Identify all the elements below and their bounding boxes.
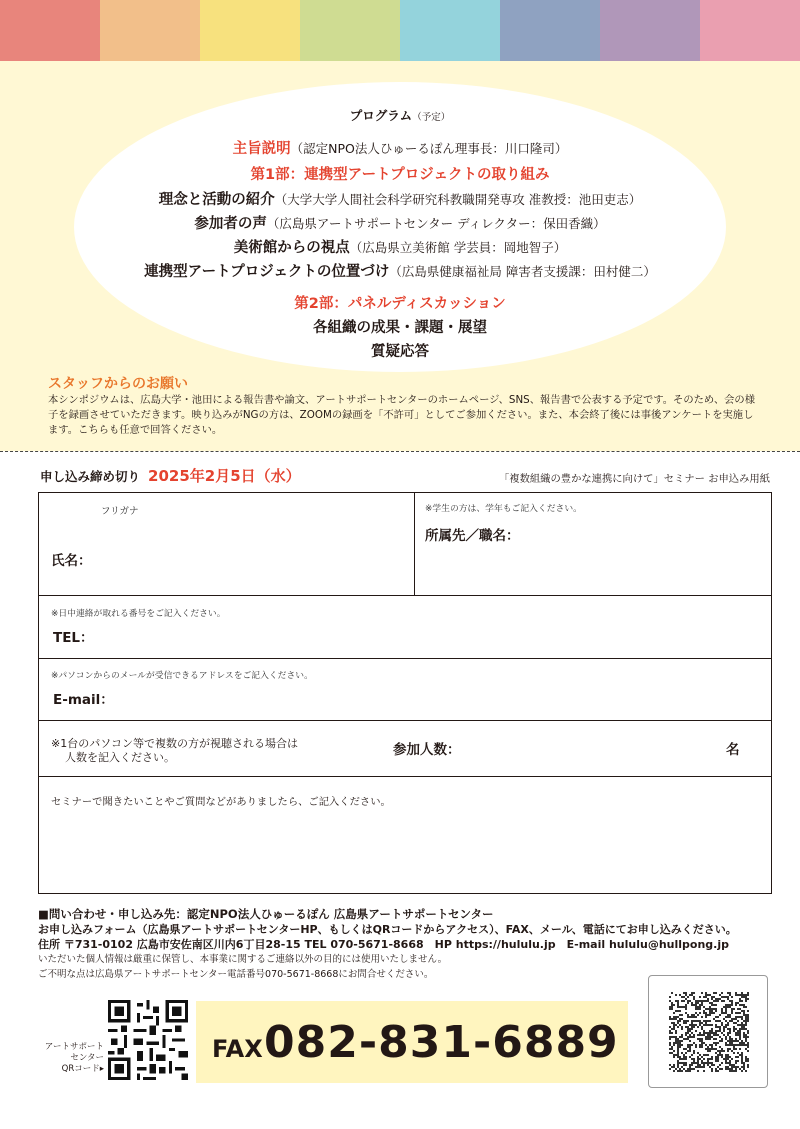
stripe bbox=[200, 0, 300, 61]
contact-heading: ■問い合わせ・申し込み先：認定NPO法人ひゅーるぽん 広島県アートサポートセンター bbox=[38, 907, 494, 921]
tel-row bbox=[39, 596, 771, 659]
part1-heading: 第1部：連携型アートプロジェクトの取り組み bbox=[250, 167, 550, 183]
attendees-row bbox=[39, 721, 771, 777]
contact-method: お申し込みフォーム（広島県アートサポートセンターHP、もしくはQRコードからアクセス）、FAX、メール、電話にてお申し込みください。 bbox=[38, 923, 737, 936]
deadline bbox=[40, 465, 301, 486]
fax-number[interactable]: 082-831-6889 bbox=[264, 1017, 619, 1068]
application-form bbox=[38, 492, 772, 894]
stripe bbox=[500, 0, 600, 61]
tel-field[interactable]: TEL： bbox=[53, 630, 94, 646]
inquiry-note: ご不明な点は広島県アートサポートセンター電話番号070-5671-8668にお問合せください。 bbox=[38, 969, 434, 980]
stripe bbox=[700, 0, 800, 61]
panel-item: 各組織の成果・課題・展望 bbox=[313, 320, 487, 336]
part2-heading: 第2部：パネルディスカッション bbox=[294, 296, 506, 312]
privacy-note: いただいた個人情報は厳重に保管し、本事業に関するご連絡以外の目的には使用いたしません。 bbox=[38, 954, 448, 965]
talk-item: 参加者の声（広島県アートサポートセンター ディレクター：保田香織） bbox=[194, 216, 606, 232]
cut-line bbox=[0, 451, 800, 452]
staff-text: 本シンポジウムは、広島大学・池田による報告書や論文、アートサポートセンターのホームページ、SNS、報告書で公表する予定です。そのため、会の様子を録画させていただきます。映り込みがNGの方は、ZOOMの録画を「不許可」としてご参加ください。また、本会終了後には事後アンケートを実施します。こちらも任意で回答ください。 bbox=[48, 394, 756, 436]
questions-field[interactable]: セミナーで聞きたいことやご質問などがありましたら、ご記入ください。 bbox=[51, 796, 391, 808]
opening-heading: 主旨説明 bbox=[232, 141, 291, 157]
fax-label: FAX bbox=[212, 1035, 263, 1063]
stripe bbox=[300, 0, 400, 61]
attendees-unit: 名 bbox=[726, 742, 740, 758]
name-field[interactable]: 氏名： bbox=[51, 553, 92, 569]
attendees-field[interactable]: 参加人数： bbox=[393, 742, 461, 758]
qr-code-icon[interactable] bbox=[108, 1000, 188, 1080]
talk-item: 連携型アートプロジェクトの位置づけ（広島県健康福祉局 障害者支援課：田村健二） bbox=[144, 264, 656, 280]
qr-code-icon[interactable] bbox=[669, 992, 749, 1072]
stripe bbox=[600, 0, 700, 61]
tel-note: ※日中連絡が取れる番号をご記入ください。 bbox=[51, 609, 226, 619]
fax-box bbox=[196, 1001, 628, 1083]
form-title: 「複数組織の豊かな連携に向けて」セミナー お申込み用紙 bbox=[499, 473, 770, 485]
student-note: ※学生の方は、学年もご記入ください。 bbox=[425, 504, 582, 514]
contact-info bbox=[38, 907, 778, 982]
program-title: プログラム（予定） bbox=[349, 108, 451, 123]
stripe bbox=[100, 0, 200, 61]
form-qr-box bbox=[648, 975, 768, 1088]
color-stripes bbox=[0, 0, 800, 61]
stripe bbox=[0, 0, 100, 61]
divider bbox=[414, 493, 415, 595]
talk-item: 美術館からの視点（広島県立美術館 学芸員：岡地智子） bbox=[233, 240, 567, 256]
multi-viewer-note-2: 人数を記入ください。 bbox=[65, 751, 175, 764]
email-row bbox=[39, 659, 771, 721]
name-row bbox=[39, 493, 771, 596]
email-note: ※パソコンからのメールが受信できるアドレスをご記入ください。 bbox=[51, 671, 313, 681]
deadline-label: 申し込み締め切り bbox=[40, 469, 141, 484]
qr-label: アートサポート センター QRコード▸ bbox=[44, 1042, 104, 1074]
staff-heading: スタッフからのお願い bbox=[48, 376, 188, 392]
program-opening bbox=[74, 137, 726, 158]
opening-detail: （認定NPO法人ひゅーるぽん理事長：川口隆司） bbox=[290, 141, 568, 156]
affiliation-field[interactable]: 所属先／職名： bbox=[425, 528, 520, 544]
deadline-date: 2025年2月5日（水） bbox=[148, 467, 301, 485]
panel-item: 質疑応答 bbox=[371, 344, 429, 360]
talk-item: 理念と活動の紹介（大学大学人間社会科学研究科教職開発専攻 准教授：池田吏志） bbox=[158, 192, 642, 208]
multi-viewer-note: ※1台のパソコン等で複数の方が視聴される場合は bbox=[51, 737, 298, 750]
contact-address: 住所 〒731-0102 広島市安佐南区川内6丁目28-15 TEL 070-5671-8668 HP https://hululu.jp E-mail hululu@hullpong.jp bbox=[38, 938, 729, 951]
stripe bbox=[400, 0, 500, 61]
furigana-label: フリガナ bbox=[101, 506, 139, 517]
email-field[interactable]: E-mail： bbox=[53, 692, 114, 708]
